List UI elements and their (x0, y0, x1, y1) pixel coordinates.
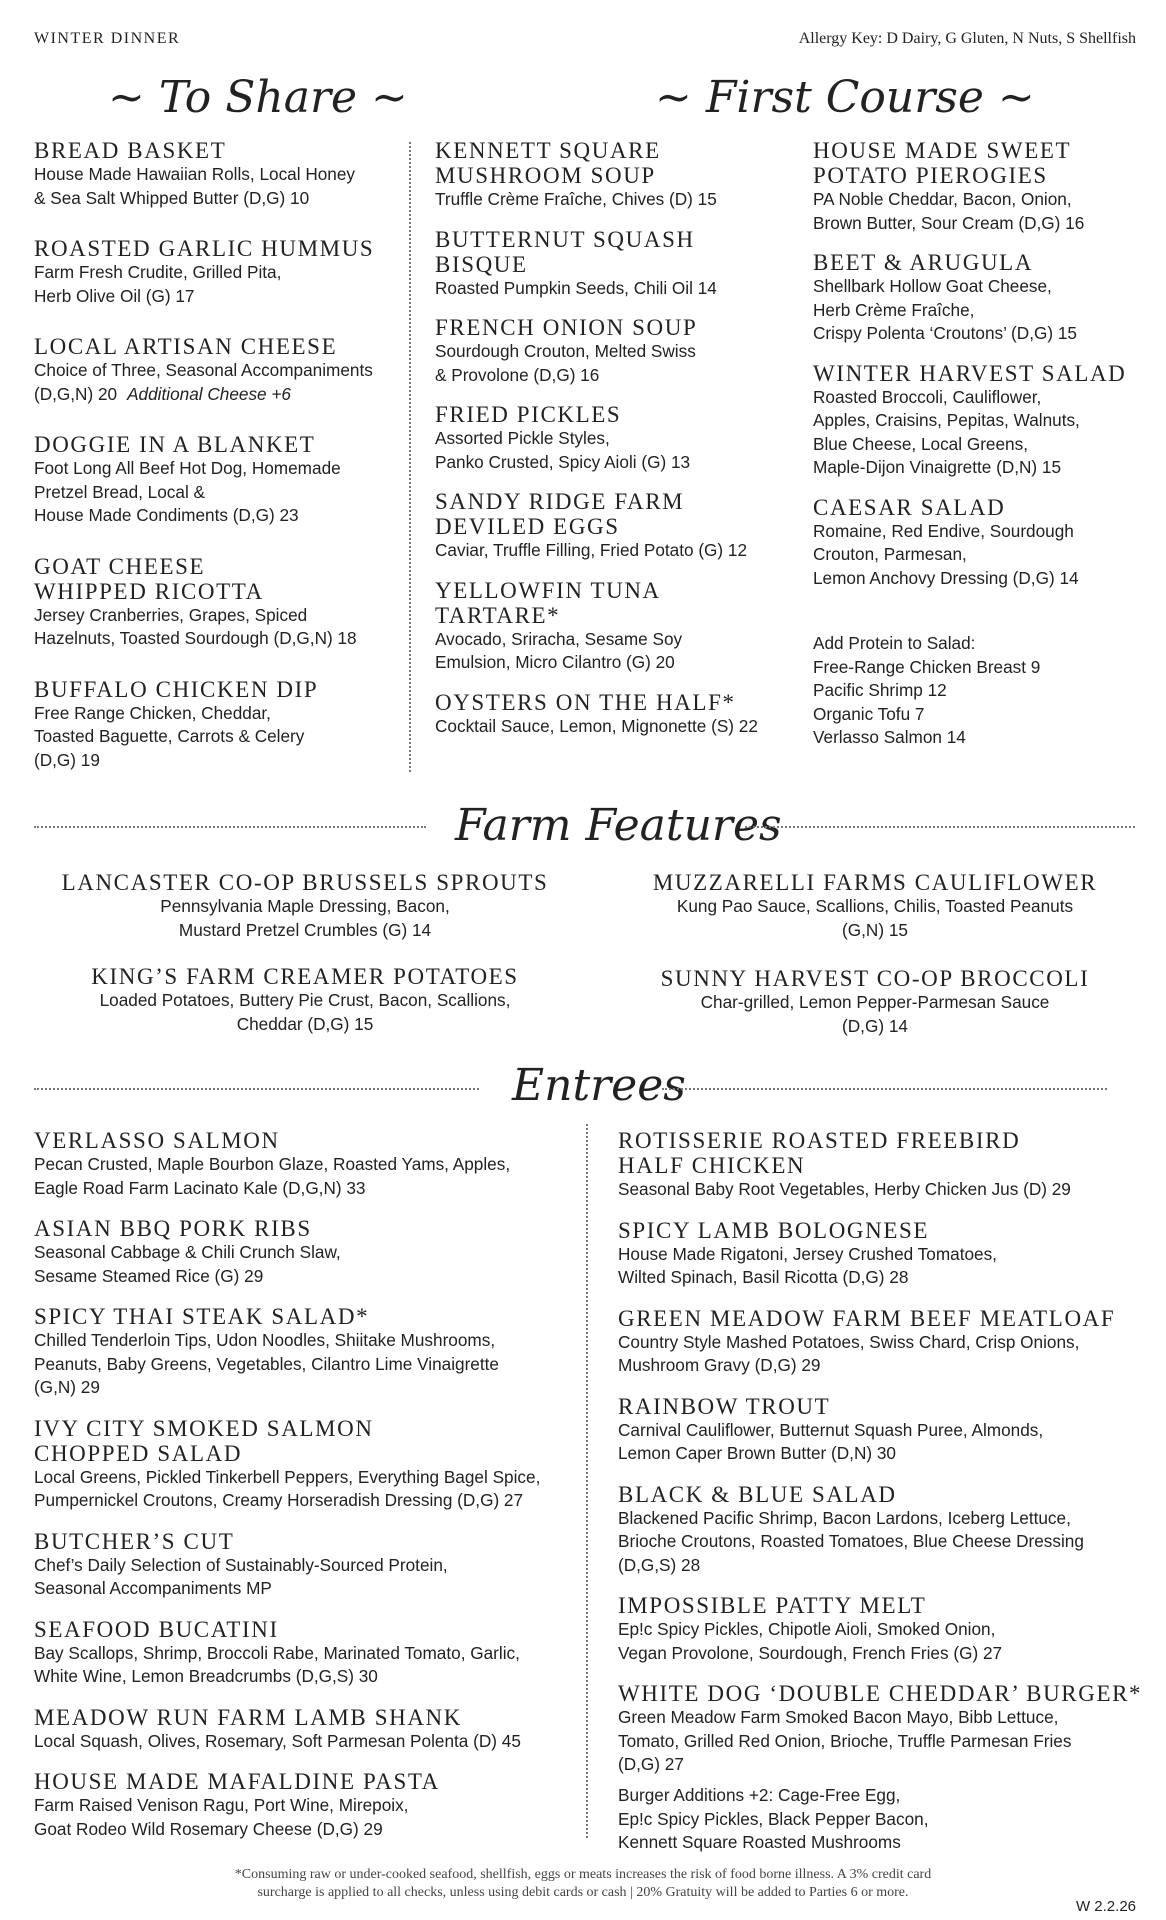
menu-item-description-text: (D,G) 14 (842, 1015, 908, 1036)
menu-item-description-text: & Provolone (D,G) 16 (435, 364, 600, 385)
column-divider (409, 142, 411, 772)
menu-item-name: MUZZARELLI FARMS CAULIFLOWER (652, 870, 1098, 895)
allergy-key: Allergy Key: D Dairy, G Gluten, N Nuts, S Shellfish (798, 30, 1136, 47)
entrees-left-column (34, 1128, 594, 1857)
burger-additions-line: Ep!c Spicy Pickles, Black Pepper Bacon, (618, 1808, 929, 1829)
add-protein-option: Pacific Shrimp 12 (813, 680, 947, 700)
menu-item-name: BUFFALO CHICKEN DIP (34, 676, 319, 702)
divider-line (745, 826, 1135, 828)
menu-item-description-text: Free Range Chicken, Cheddar, (34, 702, 271, 723)
menu-item-description-text: Caviar, Truffle Filling, Fried Potato (G) 12 (435, 540, 748, 560)
menu-item-name: MEADOW RUN FARM LAMB SHANK (34, 1704, 462, 1730)
menu-item-description (435, 651, 795, 675)
menu-item-description (34, 1153, 594, 1177)
menu-item-description-text: Pecan Crusted, Maple Bourbon Glaze, Roasted Yams, Apples, (34, 1154, 511, 1174)
menu-item-description (618, 1354, 1158, 1378)
menu-item-description (34, 359, 404, 383)
menu-item-description-text: (D,G,N) 20 (34, 383, 118, 404)
menu-item-description (610, 991, 1140, 1015)
menu-item-description-text: Herb Olive Oil (G) 17 (34, 285, 195, 306)
menu-item (435, 402, 795, 474)
first-course-column-b (813, 138, 1158, 605)
to-share-column (34, 138, 404, 798)
menu-item-description (40, 895, 570, 919)
menu-item-description-text: House Made Condiments (D,G) 23 (34, 505, 299, 525)
menu-item (34, 1416, 594, 1513)
menu-item (618, 1218, 1158, 1290)
menu-item (618, 1306, 1158, 1378)
menu-item (435, 138, 795, 212)
menu-item-description-text: PA Noble Cheddar, Bacon, Onion, (813, 189, 1072, 209)
menu-item-name: ROASTED GARLIC HUMMUS (34, 236, 375, 261)
menu-item-description (813, 520, 1158, 544)
menu-item-description (618, 1642, 1158, 1666)
menu-item-description (34, 1353, 594, 1377)
menu-item-description-text: House Made Hawaiian Rolls, Local Honey (34, 164, 355, 184)
menu-item-name: OYSTERS ON THE HALF* (435, 689, 736, 715)
menu-item-description (34, 187, 404, 211)
menu-item-description-text: Seasonal Baby Root Vegetables, Herby Chicken Jus (D) 29 (618, 1179, 1071, 1199)
menu-item-description (34, 261, 404, 285)
menu-item-description-text: Farm Raised Venison Ragu, Port Wine, Mirepoix, (34, 1795, 409, 1815)
menu-item (34, 677, 404, 773)
menu-item-description-text: Wilted Spinach, Basil Ricotta (D,G) 28 (618, 1267, 909, 1287)
menu-item-description (34, 1665, 594, 1689)
menu-item-description-text: Herb Crème Fraîche, (813, 299, 975, 320)
divider-line (34, 826, 426, 828)
menu-item-description (618, 1331, 1158, 1355)
menu-item-description-text: Sourdough Crouton, Melted Swiss (435, 341, 696, 361)
menu-item (618, 1593, 1158, 1665)
menu-item-description-text: Vegan Provolone, Sourdough, French Fries (G) 27 (618, 1642, 1003, 1663)
menu-item (618, 1482, 1158, 1578)
burger-additions-line: Burger Additions +2: Cage-Free Egg, (618, 1785, 901, 1805)
menu-item-name: TARTARE* (435, 602, 561, 628)
menu-item-description (813, 409, 1158, 433)
menu-item-description-text: Toasted Baguette, Carrots & Celery (34, 726, 305, 746)
add-protein-option: Organic Tofu 7 (813, 703, 925, 724)
divider-line (662, 1088, 1107, 1090)
menu-item-description-text: Emulsion, Micro Cilantro (G) 20 (435, 652, 675, 672)
menu-version: W 2.2.26 (1075, 1898, 1136, 1915)
menu-item-description-text: Hazelnuts, Toasted Sourdough (D,G,N) 18 (34, 628, 357, 648)
menu-item-description (34, 1818, 594, 1842)
menu-item-description-text: Roasted Pumpkin Seeds, Chili Oil 14 (435, 277, 717, 298)
menu-item-name: LANCASTER CO-OP BRUSSELS SPROUTS (61, 870, 549, 895)
menu-item-description-text: Goat Rodeo Wild Rosemary Cheese (D,G) 29 (34, 1818, 383, 1839)
menu-item-name: BISQUE (435, 251, 528, 277)
farm-feature-item (610, 966, 1140, 1038)
menu-item-description-text: Eagle Road Farm Lacinato Kale (D,G,N) 33 (34, 1177, 366, 1198)
menu-item-description (813, 212, 1158, 236)
menu-item-description-text: Country Style Mashed Potatoes, Swiss Chard, Crisp Onions, (618, 1331, 1080, 1352)
menu-item-description-text: Green Meadow Farm Smoked Bacon Mayo, Bibb Lettuce, (618, 1707, 1059, 1727)
menu-item-name: HOUSE MADE SWEET (813, 138, 1072, 163)
menu-item (34, 554, 404, 651)
menu-item-description-text: (D,G) 27 (618, 1754, 684, 1774)
add-protein-title: Add Protein to Salad: (813, 633, 976, 653)
menu-item-name: IMPOSSIBLE PATTY MELT (618, 1593, 927, 1618)
menu-item-description (618, 1706, 1158, 1730)
menu-item-description-text: Crispy Polenta ‘Croutons’ (D,G) 15 (813, 323, 1077, 343)
menu-item-description-text: Farm Fresh Crudite, Grilled Pita, (34, 262, 282, 282)
menu-item-description (435, 427, 795, 451)
menu-item-description-text: Foot Long All Beef Hot Dog, Homemade (34, 458, 341, 478)
menu-item-description (435, 628, 795, 652)
menu-item (34, 138, 404, 210)
menu-item-name: HALF CHICKEN (618, 1153, 806, 1178)
menu-item-description-text: Chef’s Daily Selection of Sustainably-Sourced Protein, (34, 1554, 448, 1575)
menu-item-description (34, 285, 404, 309)
menu-item-description (34, 702, 404, 726)
menu-item (813, 495, 1158, 591)
menu-item-description-text: & Sea Salt Whipped Butter (D,G) 10 (34, 187, 310, 208)
menu-item (435, 690, 795, 739)
section-title-first-course: ~ First Course ~ (655, 72, 1035, 123)
entrees-right-column (618, 1128, 1158, 1793)
menu-item-name: DOGGIE IN A BLANKET (34, 432, 316, 457)
menu-item-description (34, 457, 404, 481)
menu-item-description-text: Roasted Broccoli, Cauliflower, (813, 386, 1042, 407)
menu-item-description (34, 383, 404, 407)
menu-item-description-text: Kung Pao Sauce, Scallions, Chilis, Toasted Peanuts (676, 896, 1074, 916)
menu-item-description-text: Local Squash, Olives, Rosemary, Soft Parmesan Polenta (D) 45 (34, 1730, 521, 1751)
menu-item-name: CAESAR SALAD (813, 494, 1006, 520)
menu-item-description-text: Lemon Caper Brown Butter (D,N) 30 (618, 1443, 896, 1463)
menu-item-description (610, 919, 1140, 943)
menu-item-description-text: Choice of Three, Seasonal Accompaniments (34, 360, 373, 380)
menu-item-description (618, 1419, 1158, 1443)
menu-item-name: CHOPPED SALAD (34, 1440, 243, 1466)
add-protein-list (813, 656, 1153, 750)
menu-item-name: SPICY LAMB BOLOGNESE (618, 1217, 930, 1243)
menu-item (435, 578, 795, 675)
menu-item-description-text: Pumpernickel Croutons, Creamy Horseradish Dressing (D,G) 27 (34, 1490, 524, 1510)
menu-item (813, 138, 1158, 235)
menu-item-description-text: Sesame Steamed Rice (G) 29 (34, 1265, 264, 1286)
menu-item-description (34, 1329, 594, 1353)
menu-item-name: SEAFOOD BUCATINI (34, 1616, 279, 1642)
menu-item-description-text: Assorted Pickle Styles, (435, 428, 610, 448)
menu-item-description (34, 1730, 594, 1754)
menu-item-name: WHITE DOG ‘DOUBLE CHEDDAR’ BURGER* (618, 1681, 1143, 1706)
menu-item-name: BUTTERNUT SQUASH (435, 226, 695, 252)
menu-item-name: KING’S FARM CREAMER POTATOES (91, 964, 519, 989)
menu-item-description (813, 386, 1158, 410)
menu-item-description-text: Chilled Tenderloin Tips, Udon Noodles, Shiitake Mushrooms, (34, 1330, 496, 1350)
menu-item-description-text: Local Greens, Pickled Tinkerbell Peppers, Everything Bagel Spice, (34, 1466, 541, 1487)
menu-item (618, 1394, 1158, 1466)
menu-item-description (34, 163, 404, 187)
menu-item-description (34, 725, 404, 749)
farm-feature-item (40, 870, 570, 942)
menu-item (813, 361, 1158, 480)
menu-item-description-text: (G,N) 29 (34, 1377, 100, 1397)
menu-item-description-text: Avocado, Sriracha, Sesame Soy (435, 628, 683, 649)
menu-item (618, 1128, 1158, 1202)
menu-item-description-text: Apples, Craisins, Pepitas, Walnuts, (813, 410, 1080, 430)
menu-item (435, 227, 795, 301)
column-divider (586, 1124, 588, 1838)
menu-item-description-text: Mushroom Gravy (D,G) 29 (618, 1355, 821, 1375)
menu-item-description (34, 1642, 594, 1666)
menu-item-description (435, 277, 795, 301)
menu-item (435, 489, 795, 563)
menu-item-description-text: Char-grilled, Lemon Pepper-Parmesan Sauce (700, 992, 1050, 1012)
menu-item-name: POTATO PIEROGIES (813, 163, 1048, 188)
menu-item-description (34, 1376, 594, 1400)
burger-additions (618, 1784, 1158, 1855)
menu-item-description-text: Cheddar (D,G) 15 (236, 1013, 374, 1034)
menu-item-description-text: Romaine, Red Endive, Sourdough (813, 520, 1074, 541)
menu-item (34, 1705, 594, 1754)
first-course-column-a (435, 138, 795, 753)
menu-item-description-text: Brioche Croutons, Roasted Tomatoes, Blue Cheese Dressing (618, 1531, 1084, 1551)
menu-item-description (618, 1507, 1158, 1531)
menu-item-description-text: Crouton, Parmesan, (813, 544, 967, 564)
menu-item-description (34, 481, 404, 505)
menu-item-description (40, 1013, 570, 1037)
menu-item-description-text: House Made Rigatoni, Jersey Crushed Tomatoes, (618, 1243, 997, 1264)
menu-item-name: DEVILED EGGS (435, 514, 620, 539)
menu-item-description (813, 275, 1158, 299)
menu-item-description (34, 1466, 594, 1490)
add-protein-option: Verlasso Salmon 14 (813, 727, 966, 747)
menu-item-description (618, 1442, 1158, 1466)
menu-item-description-text: Pennsylvania Maple Dressing, Bacon, (160, 896, 450, 916)
menu-item-description (813, 188, 1158, 212)
menu-item-description-text: Loaded Potatoes, Buttery Pie Crust, Bacon, Scallions, (99, 990, 511, 1010)
menu-item-name: GOAT CHEESE (34, 553, 206, 579)
menu-item-description (34, 604, 404, 628)
add-protein-option: Free-Range Chicken Breast 9 (813, 656, 1041, 677)
menu-item-description (618, 1243, 1158, 1267)
menu-item-description (610, 1015, 1140, 1039)
menu-item-description-text: Seasonal Cabbage & Chili Crunch Slaw, (34, 1242, 341, 1262)
menu-item-name: ROTISSERIE ROASTED FREEBIRD (618, 1128, 1021, 1153)
menu-item-description (34, 1554, 594, 1578)
footer-disclaimer (150, 1866, 1016, 1902)
menu-item (40, 870, 570, 942)
menu-item-description (435, 451, 795, 475)
menu-item (40, 964, 570, 1036)
menu-item (813, 250, 1158, 346)
menu-item (34, 1617, 594, 1689)
menu-item-description-text: Mustard Pretzel Crumbles (G) 14 (178, 919, 432, 940)
menu-item (34, 1769, 594, 1841)
menu-item-name: ASIAN BBQ PORK RIBS (34, 1216, 312, 1241)
menu-item-name: WHIPPED RICOTTA (34, 578, 264, 604)
farm-feature-item (40, 964, 570, 1036)
add-protein-block (813, 632, 1153, 750)
menu-item-name: FRENCH ONION SOUP (435, 315, 698, 340)
footer-line: surcharge is applied to all checks, unless using debit cards or cash | 20% Gratuity will be added to Parties 6 or more. (257, 1885, 909, 1900)
menu-item-description-text: Maple-Dijon Vinaigrette (D,N) 15 (813, 457, 1062, 477)
menu-item-description-text: Carnival Cauliflower, Butternut Squash Puree, Almonds, (618, 1419, 1044, 1440)
menu-item-description-text: Ep!c Spicy Pickles, Chipotle Aioli, Smoked Onion, (618, 1619, 996, 1639)
menu-item-description (34, 1241, 594, 1265)
menu-item-description-text: Panko Crusted, Spicy Aioli (G) 13 (435, 451, 691, 472)
menu-item-name: SANDY RIDGE FARM (435, 489, 685, 514)
menu-item-description (34, 749, 404, 773)
menu-item (34, 1128, 594, 1200)
menu-item-description (618, 1530, 1158, 1554)
menu-item-description-text: Jersey Cranberries, Grapes, Spiced (34, 604, 308, 625)
menu-item (618, 1681, 1158, 1777)
menu-item-description (813, 456, 1158, 480)
farm-feature-item (610, 870, 1140, 942)
menu-item (34, 1304, 594, 1400)
menu-item-description-text: Cocktail Sauce, Lemon, Mignonette (S) 22 (435, 715, 758, 736)
menu-item (34, 236, 404, 308)
footer-line: *Consuming raw or under-cooked seafood, shellfish, eggs or meats increases the risk of food borne illness. A 3% credit card (234, 1867, 932, 1882)
menu-item-description-text: Lemon Anchovy Dressing (D,G) 14 (813, 567, 1079, 588)
menu-item-description (435, 188, 795, 212)
divider-line (34, 1088, 479, 1090)
menu-item (34, 334, 404, 406)
menu-item-description-text: Blackened Pacific Shrimp, Bacon Lardons, Iceberg Lettuce, (618, 1507, 1071, 1528)
menu-item-description (435, 715, 795, 739)
menu-item-name: BLACK & BLUE SALAD (618, 1481, 897, 1507)
menu-item-name: FRIED PICKLES (435, 402, 622, 427)
menu-item-name: HOUSE MADE MAFALDINE PASTA (34, 1769, 440, 1794)
section-title-entrees: Entrees (512, 1060, 686, 1111)
menu-item (34, 432, 404, 528)
menu-item-description-text: Pretzel Bread, Local & (34, 481, 206, 502)
menu-title: WINTER DINNER (34, 30, 181, 47)
menu-item-description-text: Seasonal Accompaniments MP (34, 1578, 272, 1598)
menu-item-description-text: White Wine, Lemon Breadcrumbs (D,G,S) 30 (34, 1666, 378, 1686)
menu-item-description-text: Bay Scallops, Shrimp, Broccoli Rabe, Marinated Tomato, Garlic, (34, 1642, 520, 1663)
menu-item (435, 315, 795, 387)
menu-item-description (618, 1178, 1158, 1202)
menu-item-description (813, 543, 1158, 567)
menu-item-description (610, 895, 1140, 919)
section-title-to-share: ~ To Share ~ (108, 72, 408, 123)
burger-additions-line: Kennett Square Roasted Mushrooms (618, 1832, 901, 1852)
menu-item-description-text: Peanuts, Baby Greens, Vegetables, Cilantro Lime Vinaigrette (34, 1353, 499, 1374)
menu-item-description (34, 1177, 594, 1201)
menu-item-description-text: Blue Cheese, Local Greens, (813, 433, 1028, 454)
menu-item (610, 870, 1140, 942)
menu-item-name: YELLOWFIN TUNA (435, 577, 661, 603)
menu-item-description (34, 504, 404, 528)
menu-item-description (34, 1577, 594, 1601)
menu-item-description (813, 433, 1158, 457)
section-title-farm-features: Farm Features (455, 800, 782, 851)
menu-item-description-text: Truffle Crème Fraîche, Chives (D) 15 (435, 189, 717, 209)
menu-item-description (813, 567, 1158, 591)
menu-item-description-text: (G,N) 15 (842, 919, 908, 940)
menu-item-name: BREAD BASKET (34, 138, 227, 163)
menu-item-name: SUNNY HARVEST CO-OP BROCCOLI (660, 966, 1090, 991)
menu-item-description (34, 1265, 594, 1289)
menu-item-description (618, 1266, 1158, 1290)
menu-item-description (618, 1554, 1158, 1578)
menu-item-description (435, 364, 795, 388)
menu-item-description (813, 299, 1158, 323)
menu-item-description-text: Tomato, Grilled Red Onion, Brioche, Truffle Parmesan Fries (618, 1730, 1072, 1751)
menu-item-name: LOCAL ARTISAN CHEESE (34, 334, 338, 359)
menu-item-description (34, 1489, 594, 1513)
menu-item-description (40, 989, 570, 1013)
menu-item-name: WINTER HARVEST SALAD (813, 360, 1127, 386)
menu-item-description (618, 1730, 1158, 1754)
menu-item-name: MUSHROOM SOUP (435, 163, 656, 188)
menu-item-name: KENNETT SQUARE (435, 138, 661, 163)
menu-item-name: IVY CITY SMOKED SALMON (34, 1415, 374, 1441)
menu-item-name: VERLASSO SALMON (34, 1128, 280, 1153)
menu-item-description (618, 1618, 1158, 1642)
menu-item-description (435, 539, 795, 563)
menu-item (34, 1216, 594, 1288)
menu-item-description (40, 919, 570, 943)
menu-item-description (34, 627, 404, 651)
menu-item-description (813, 322, 1158, 346)
menu-item-name: BUTCHER’S CUT (34, 1528, 235, 1554)
menu-item-description (34, 1794, 594, 1818)
menu-item-description (435, 340, 795, 364)
menu-item-description (618, 1753, 1158, 1777)
menu-item (610, 966, 1140, 1038)
menu-item-name: BEET & ARUGULA (813, 250, 1034, 275)
menu-item-name: RAINBOW TROUT (618, 1393, 831, 1419)
menu-item-description-text: Shellbark Hollow Goat Cheese, (813, 276, 1052, 296)
menu-item-name: SPICY THAI STEAK SALAD* (34, 1304, 370, 1329)
menu-item-description-text: (D,G,S) 28 (618, 1554, 701, 1575)
menu-item (34, 1529, 594, 1601)
menu-item-extra: Additional Cheese +6 (127, 383, 291, 404)
menu-item-description-text: (D,G) 19 (34, 749, 100, 770)
menu-item-name: GREEN MEADOW FARM BEEF MEATLOAF (618, 1305, 1116, 1331)
menu-item-description-text: Brown Butter, Sour Cream (D,G) 16 (813, 212, 1085, 233)
